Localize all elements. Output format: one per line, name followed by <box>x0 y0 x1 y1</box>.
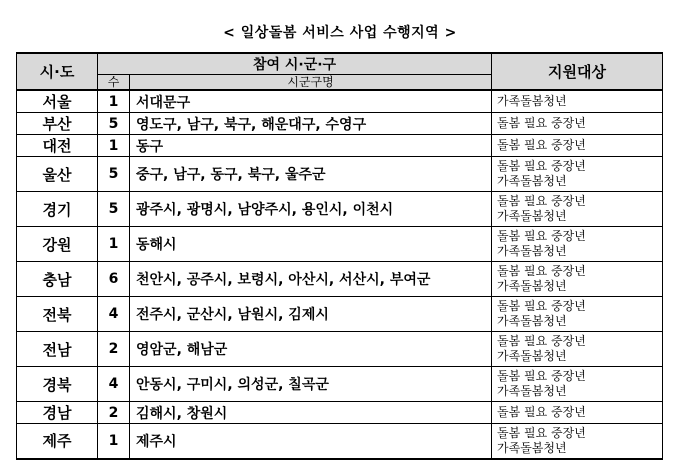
sido-cell: 강원 <box>17 227 98 262</box>
support-target-cell <box>492 367 663 402</box>
table-body <box>17 90 663 459</box>
support-target-line: 돌봄 필요 중장년 <box>497 369 586 383</box>
count-cell: 1 <box>98 90 130 113</box>
support-target-line: 가족돌봄청년 <box>497 209 567 223</box>
count-cell: 1 <box>98 424 130 459</box>
count-cell: 5 <box>98 113 130 135</box>
support-target-line: 가족돌봄청년 <box>497 349 567 363</box>
count-cell: 2 <box>98 332 130 367</box>
support-target-cell <box>492 424 663 459</box>
header-participating-sigungu: 참여 시·군·구 <box>98 53 492 75</box>
sigungu-names-cell: 동구 <box>130 135 492 157</box>
table-row <box>17 135 663 157</box>
sigungu-names-cell: 광주시, 광명시, 남양주시, 용인시, 이천시 <box>130 192 492 227</box>
sido-cell: 전남 <box>17 332 98 367</box>
support-target-line: 돌봄 필요 중장년 <box>497 116 586 130</box>
header-count: 수 <box>98 75 130 91</box>
support-target-line: 가족돌봄청년 <box>497 244 567 258</box>
support-target-cell <box>492 297 663 332</box>
table-row <box>17 227 663 262</box>
support-target-line: 돌봄 필요 중장년 <box>497 194 586 208</box>
support-target-line: 돌봄 필요 중장년 <box>497 159 586 173</box>
table-row <box>17 367 663 402</box>
sido-cell: 부산 <box>17 113 98 135</box>
sigungu-names-cell: 전주시, 군산시, 남원시, 김제시 <box>130 297 492 332</box>
support-target-cell <box>492 192 663 227</box>
support-target-line: 가족돌봄청년 <box>497 94 567 108</box>
sido-cell: 전북 <box>17 297 98 332</box>
table-row <box>17 402 663 424</box>
header-sigungu-names: 시군구명 <box>130 75 492 91</box>
sigungu-names-cell: 제주시 <box>130 424 492 459</box>
table-header <box>17 53 663 90</box>
count-cell: 2 <box>98 402 130 424</box>
support-target-line: 돌봄 필요 중장년 <box>497 405 586 419</box>
sido-cell: 충남 <box>17 262 98 297</box>
support-target-line: 가족돌봄청년 <box>497 440 567 455</box>
support-target-cell <box>492 262 663 297</box>
support-target-line: 돌봄 필요 중장년 <box>497 138 586 152</box>
table-row <box>17 157 663 192</box>
count-cell: 4 <box>98 367 130 402</box>
support-target-cell <box>492 113 663 135</box>
sido-cell: 경남 <box>17 402 98 424</box>
support-target-line: 돌봄 필요 중장년 <box>497 334 586 348</box>
sigungu-names-cell: 서대문구 <box>130 90 492 113</box>
table-row <box>17 90 663 113</box>
count-cell: 1 <box>98 227 130 262</box>
count-cell: 5 <box>98 192 130 227</box>
table-row <box>17 192 663 227</box>
sido-cell: 제주 <box>17 424 98 459</box>
support-target-line: 돌봄 필요 중장년 <box>497 264 586 278</box>
count-cell: 4 <box>98 297 130 332</box>
service-region-table <box>16 52 663 460</box>
document-title: < 일상돌봄 서비스 사업 수행지역 > <box>223 25 457 41</box>
count-cell: 6 <box>98 262 130 297</box>
sido-cell: 울산 <box>17 157 98 192</box>
count-cell: 5 <box>98 157 130 192</box>
table-row <box>17 113 663 135</box>
support-target-line: 가족돌봄청년 <box>497 279 567 293</box>
support-target-line: 가족돌봄청년 <box>497 314 567 328</box>
table-row <box>17 332 663 367</box>
support-target-line: 돌봄 필요 중장년 <box>497 229 586 243</box>
support-target-line: 돌봄 필요 중장년 <box>497 299 586 313</box>
support-target-cell <box>492 332 663 367</box>
support-target-line: 가족돌봄청년 <box>497 174 567 188</box>
support-target-line: 가족돌봄청년 <box>497 384 567 398</box>
sigungu-names-cell: 안동시, 구미시, 의성군, 칠곡군 <box>130 367 492 402</box>
sigungu-names-cell: 천안시, 공주시, 보령시, 아산시, 서산시, 부여군 <box>130 262 492 297</box>
sido-cell: 경기 <box>17 192 98 227</box>
support-target-cell <box>492 227 663 262</box>
sigungu-names-cell: 영도구, 남구, 북구, 해운대구, 수영구 <box>130 113 492 135</box>
table-row <box>17 424 663 459</box>
support-target-line: 돌봄 필요 중장년 <box>497 425 586 440</box>
header-sido: 시·도 <box>17 53 98 90</box>
header-support-target: 지원대상 <box>492 53 663 90</box>
table-row <box>17 297 663 332</box>
sido-cell: 서울 <box>17 90 98 113</box>
support-target-cell <box>492 402 663 424</box>
count-cell: 1 <box>98 135 130 157</box>
sigungu-names-cell: 동해시 <box>130 227 492 262</box>
sigungu-names-cell: 중구, 남구, 동구, 북구, 울주군 <box>130 157 492 192</box>
support-target-cell <box>492 157 663 192</box>
table-row <box>17 262 663 297</box>
sido-cell: 경북 <box>17 367 98 402</box>
support-target-cell <box>492 90 663 113</box>
sigungu-names-cell: 영암군, 해남군 <box>130 332 492 367</box>
sido-cell: 대전 <box>17 135 98 157</box>
support-target-cell <box>492 135 663 157</box>
sigungu-names-cell: 김해시, 창원시 <box>130 402 492 424</box>
